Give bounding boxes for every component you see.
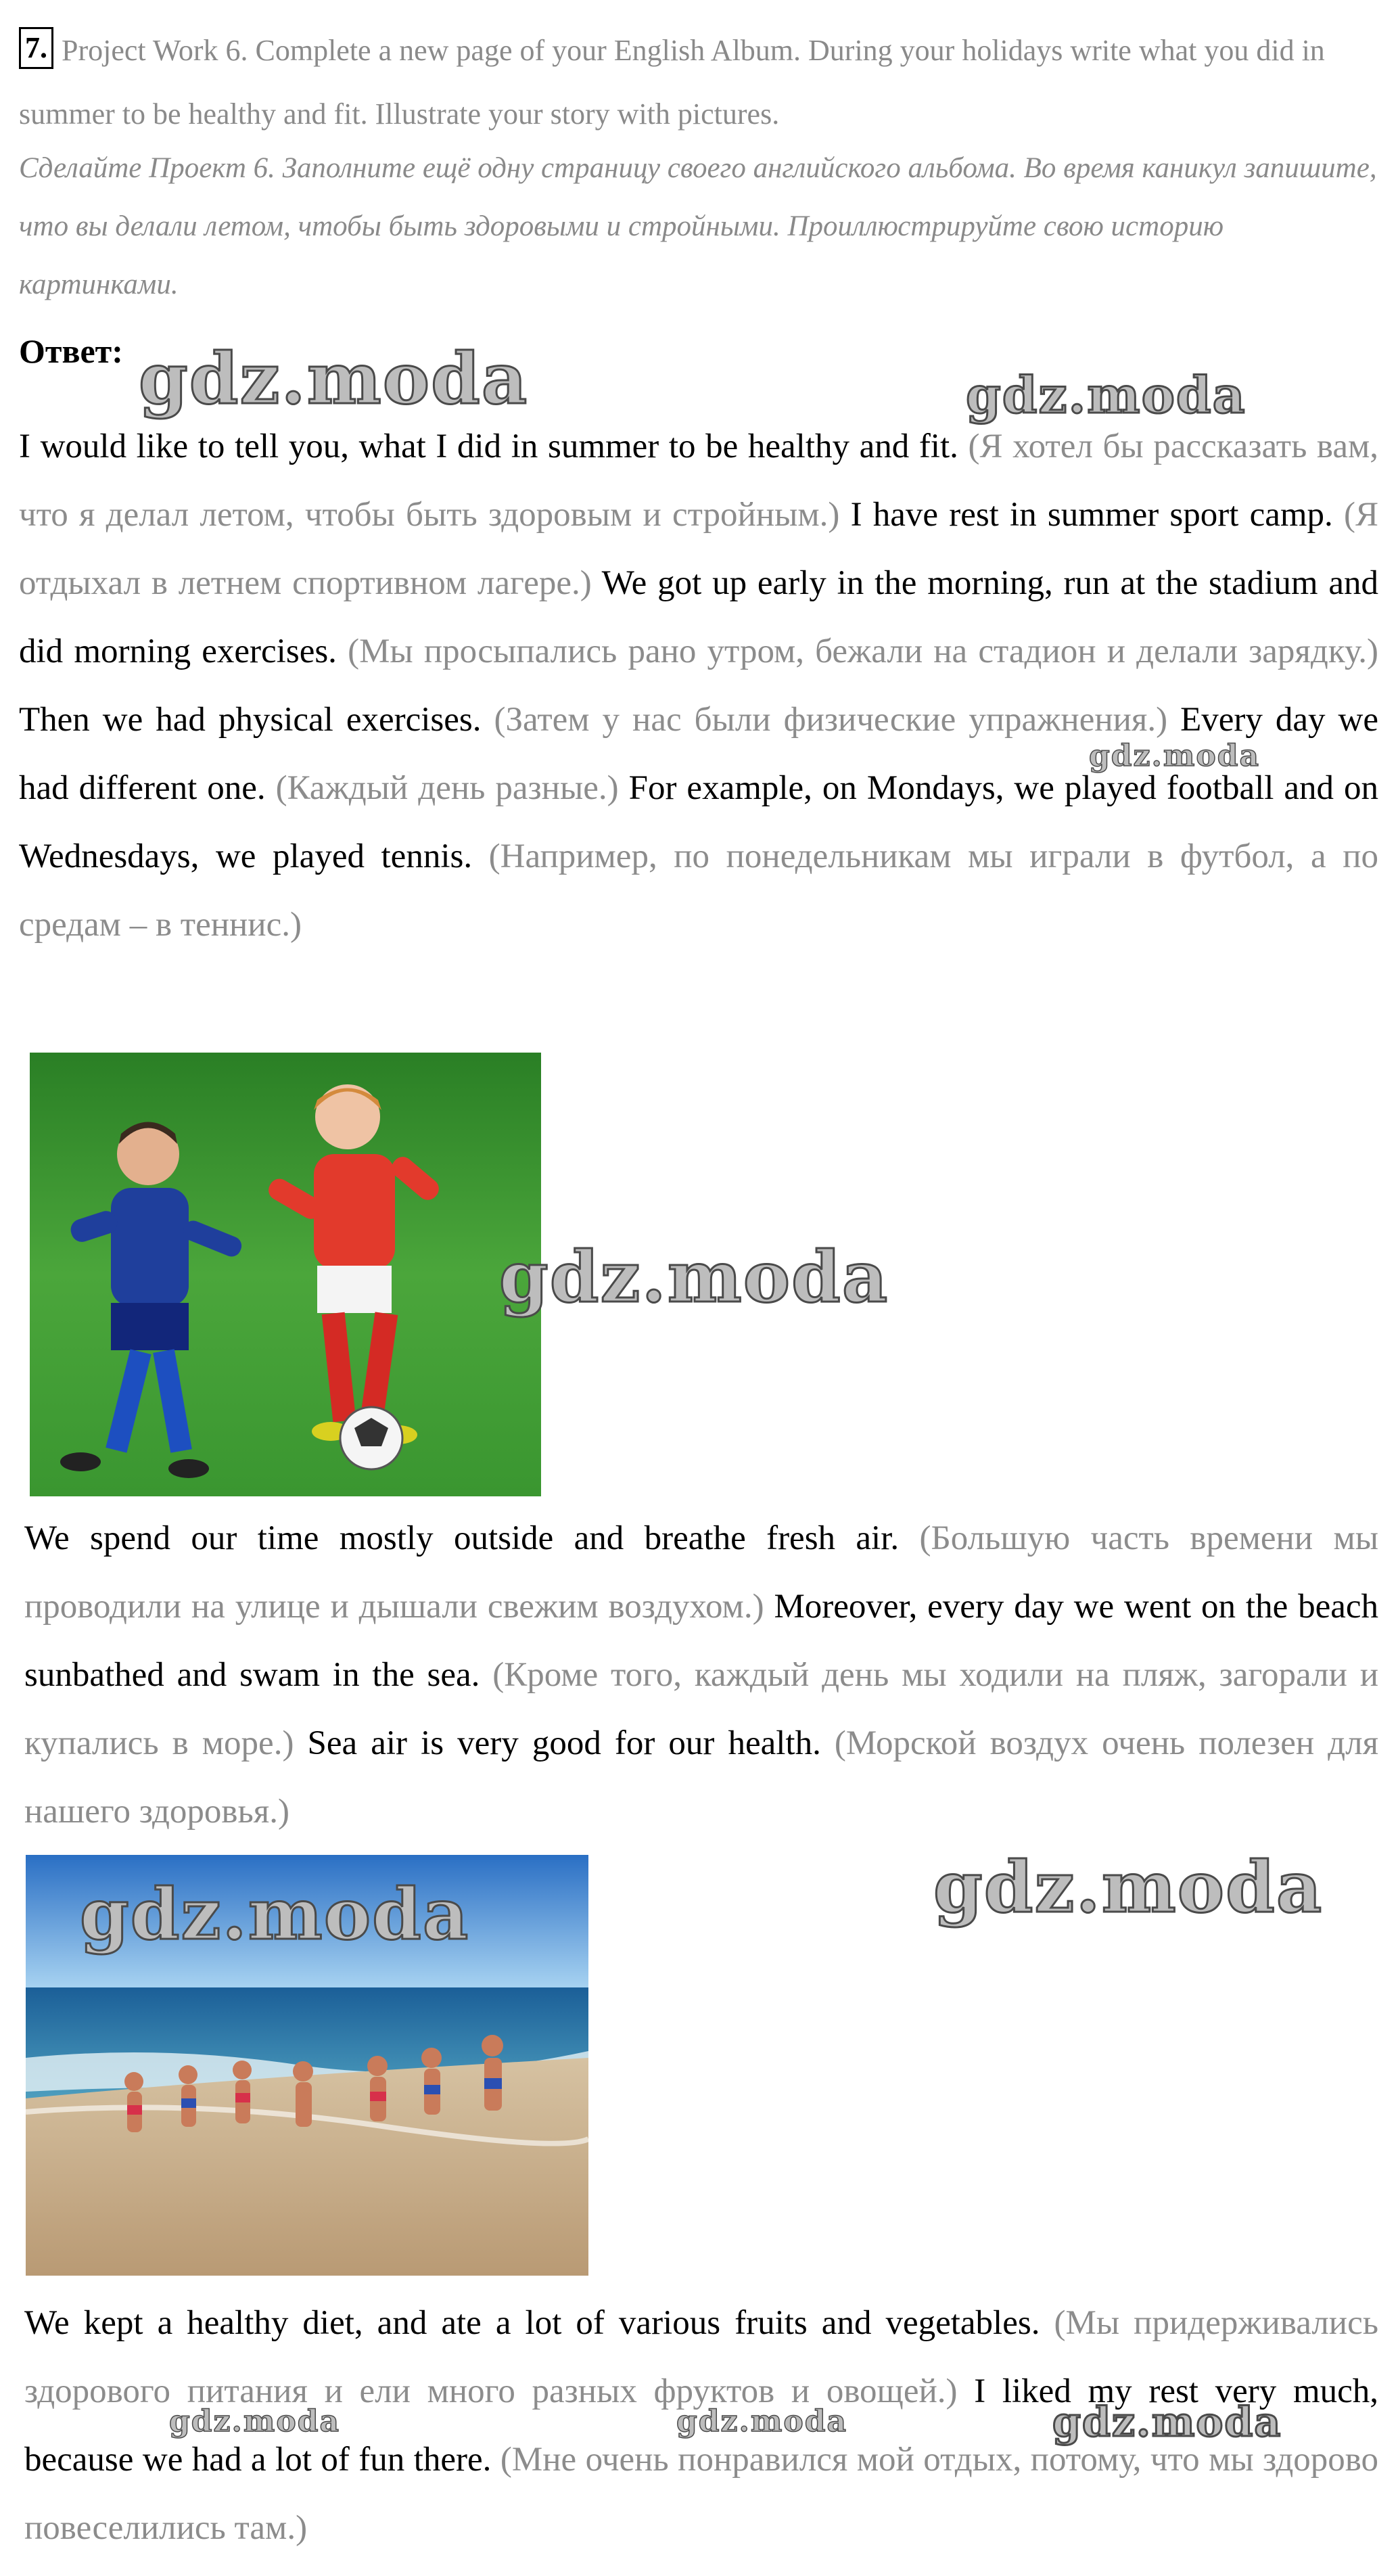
watermark: gdz.moda [139, 337, 529, 420]
sentence-ru: (Я отдыхал в летнем спортивном лагере.) [19, 496, 1379, 602]
task-text-en: Project Work 6. Complete a new page of your English Album. During your holidays write what you did in summer to be healthy and fit. Illustrate your story with pictures. [19, 34, 1325, 131]
watermark: gdz.moda [676, 2404, 848, 2439]
sentence-ru: (Каждый день разные.) [275, 769, 619, 807]
watermark: gdz.moda [1089, 739, 1261, 773]
watermark: gdz.moda [1052, 2399, 1282, 2446]
sentence-ru: (Я хотел бы рассказать вам, что я делал летом, чтобы быть здоровым и стройным.) [19, 428, 1378, 534]
sentence-en: We kept a healthy diet, and ate a lot of various fruits and vegetables. [24, 2304, 1040, 2342]
watermark: gdz.moda [80, 1872, 470, 1956]
watermark: gdz.moda [966, 367, 1246, 425]
football-photo [30, 1053, 541, 1496]
task-number: 7. [19, 27, 53, 69]
sentence-en: Then we had physical exercises. [19, 701, 482, 739]
sentence-en: For example, on Mondays, we played football and on Wednesdays, we played tennis. [19, 769, 1379, 875]
sentence-ru: (Мне очень понравился мой отдых, потому, что мы здорово повеселились там.) [24, 2441, 1378, 2547]
paragraph-2 [24, 1504, 1378, 1846]
sentence-ru: (Кроме того, каждый день мы ходили на пляж, загорали и купались в море.) [24, 1656, 1379, 1762]
sentence-en: We got up early in the morning, run at the stadium and did morning exercises. [19, 564, 1378, 670]
sentence-en: I would like to tell you, what I did in summer to be healthy and fit. [19, 428, 958, 465]
sentence-ru: (Большую часть времени мы проводили на улице и дышали свежим воздухом.) [24, 1519, 1379, 1626]
paragraph-1 [19, 413, 1378, 959]
sentence-en: I have rest in summer sport camp. [850, 496, 1333, 534]
sentence-ru: (Мы придерживались здорового питания и ели много разных фруктов и овощей.) [24, 2304, 1378, 2410]
task-text-ru: Сделайте Проект 6. Заполните ещё одну страницу своего английского альбома. Во время каникул запишите, что вы делали летом, чтобы быть здоровыми и стройными. Проиллюстрируйте свою историю картинками. [19, 152, 1377, 300]
football-illustration [30, 1053, 541, 1496]
sentence-ru: (Морской воздух очень полезен для нашего здоровья.) [24, 1724, 1379, 1831]
watermark: gdz.moda [933, 1845, 1324, 1929]
sentence-en: I liked my rest very much, because we had a lot of fun there. [24, 2372, 1379, 2479]
watermark: gdz.moda [169, 2404, 341, 2439]
sentence-ru: (Например, по понедельникам мы играли в футбол, а по средам – в теннис.) [19, 837, 1379, 944]
answer-label: Ответ: [19, 332, 123, 370]
sentence-en: We spend our time mostly outside and breathe fresh air. [24, 1519, 900, 1557]
task-header [19, 19, 1378, 146]
sentence-en: Moreover, every day we went on the beach sunbathed and swam in the sea. [24, 1588, 1378, 1694]
sentence-ru: (Мы просыпались рано утром, бежали на стадион и делали зарядку.) [348, 632, 1379, 670]
watermark: gdz.moda [499, 1235, 889, 1318]
sentence-en: Sea air is very good for our health. [307, 1724, 821, 1762]
sentence-ru: (Затем у нас были физические упражнения.) [494, 701, 1168, 739]
sentence-en: Every day we had different one. [19, 701, 1378, 807]
